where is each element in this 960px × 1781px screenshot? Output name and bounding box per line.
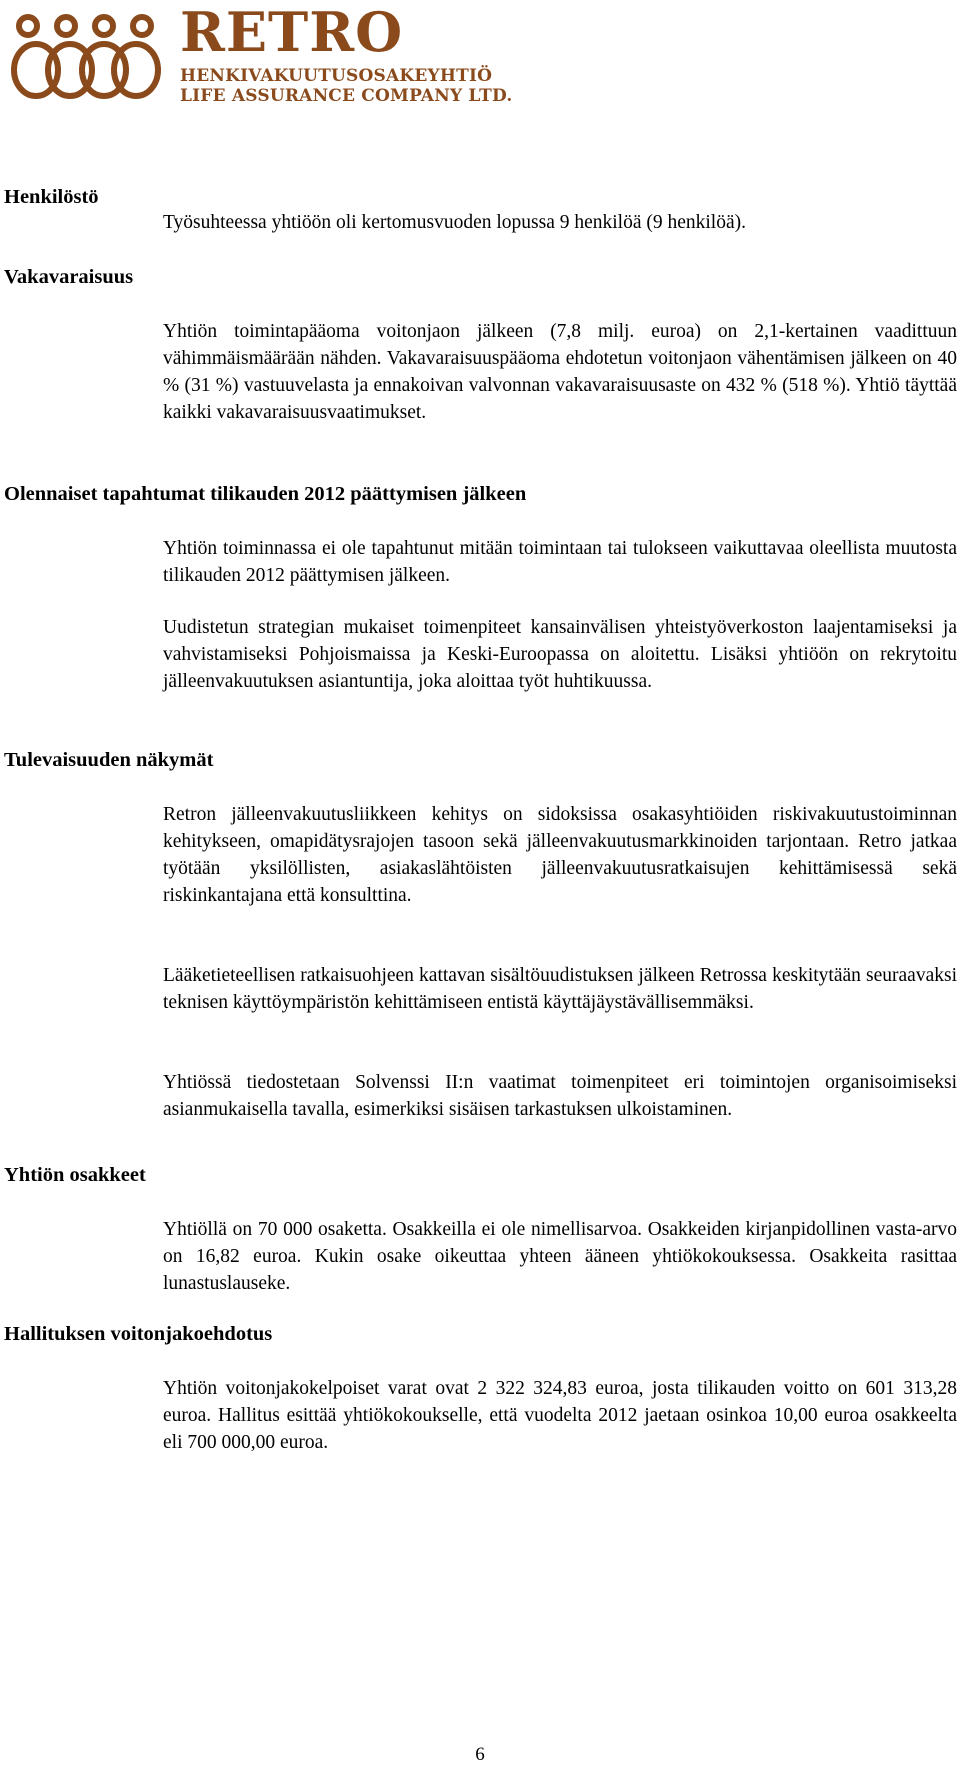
paragraph-vakavaraisuus: Yhtiön toimintapääoma voitonjaon jälkeen (7,8 milj. euroa) on 2,1-kertainen vaadittuun vähimmäismäärään nähden. Vakavaraisuuspääoma ehdotetun voitonjaon vähentämisen jälkeen on 40 % (31 %) vastuuvelasta ja ennakoivan valvonnan vakavaraisuusaste on 432 % (518 %). Yhtiö täyttää kaikki vakavaraisuusvaatimukset. bbox=[163, 321, 957, 423]
company-name: RETRO bbox=[180, 0, 404, 64]
paragraph-olennaiset-2: Uudistetun strategian mukaiset toimenpiteet kansainvälisen yhteistyöverkoston laajentamiseksi ja vahvistamiseksi Pohjoismaissa ja Keski-Euroopassa on aloitettu. Lisäksi yhtiöön on rekrytoitu jälleenvakuutuksen asiantuntija, joka aloittaa työt huhtikuussa. bbox=[163, 617, 957, 692]
interlocked-figures-logo-icon bbox=[6, 12, 164, 102]
company-subtitle-en: LIFE ASSURANCE COMPANY LTD. bbox=[180, 86, 513, 106]
company-subtitle-fi: HENKIVAKUUTUSOSAKEYHTIÖ bbox=[180, 66, 493, 86]
section-heading-olennaiset: Olennaiset tapahtumat tilikauden 2012 päättymisen jälkeen bbox=[4, 483, 527, 505]
section-heading-voitonjako: Hallituksen voitonjakoehdotus bbox=[4, 1323, 273, 1345]
company-logo bbox=[6, 0, 526, 108]
paragraph-tulevaisuus-1: Retron jälleenvakuutusliikkeen kehitys on sidoksissa osakasyhtiöiden riskivakuutustoiminnan kehitykseen, omapidätysrajojen tasoon sekä jälleenvakuutusmarkkinoiden tarjontaan. Retro jatkaa työtään yksilöllisten, asiakaslähtöisten jälleenvakuutusratkaisujen kehittämisessä sekä riskinkantajana että konsulttina. bbox=[163, 804, 957, 906]
section-heading-vakavaraisuus: Vakavaraisuus bbox=[4, 266, 134, 288]
page-number: 6 bbox=[475, 1744, 485, 1765]
paragraph-henkilosto: Työsuhteessa yhtiöön oli kertomusvuoden lopussa 9 henkilöä (9 henkilöä). bbox=[163, 212, 747, 233]
paragraph-tulevaisuus-2: Lääketieteellisen ratkaisuohjeen kattavan sisältöuudistuksen jälkeen Retrossa keskitytään seuraavaksi teknisen käyttöympäristön kehittämiseen entistä käyttäjäystävällisemmäksi. bbox=[163, 965, 957, 1013]
paragraph-tulevaisuus-3: Yhtiössä tiedostetaan Solvenssi II:n vaatimat toimenpiteet eri toimintojen organisoimiseksi asianmukaisella tavalla, esimerkiksi sisäisen tarkastuksen ulkoistaminen. bbox=[163, 1072, 957, 1120]
paragraph-olennaiset-1: Yhtiön toiminnassa ei ole tapahtunut mitään toimintaan tai tulokseen vaikuttavaa oleellista muutosta tilikauden 2012 päättymisen jälkeen. bbox=[163, 538, 957, 586]
paragraph-voitonjako: Yhtiön voitonjakokelpoiset varat ovat 2 322 324,83 euroa, josta tilikauden voitto on 601 313,28 euroa. Hallitus esittää yhtiökokoukselle, että vuodelta 2012 jaetaan osinkoa 10,00 euroa osakkeelta eli 700 000,00 euroa. bbox=[163, 1378, 957, 1453]
section-heading-tulevaisuus: Tulevaisuuden näkymät bbox=[4, 749, 214, 771]
section-heading-osakkeet: Yhtiön osakkeet bbox=[4, 1164, 146, 1186]
paragraph-osakkeet: Yhtiöllä on 70 000 osaketta. Osakkeilla ei ole nimellisarvoa. Osakkeiden kirjanpidollinen vasta-arvo on 16,82 euroa. Kukin osake oikeuttaa yhteen ääneen yhtiökokouksessa. Osakkeita rasittaa lunastuslauseke. bbox=[163, 1219, 957, 1294]
section-heading-henkilosto: Henkilöstö bbox=[4, 186, 99, 208]
